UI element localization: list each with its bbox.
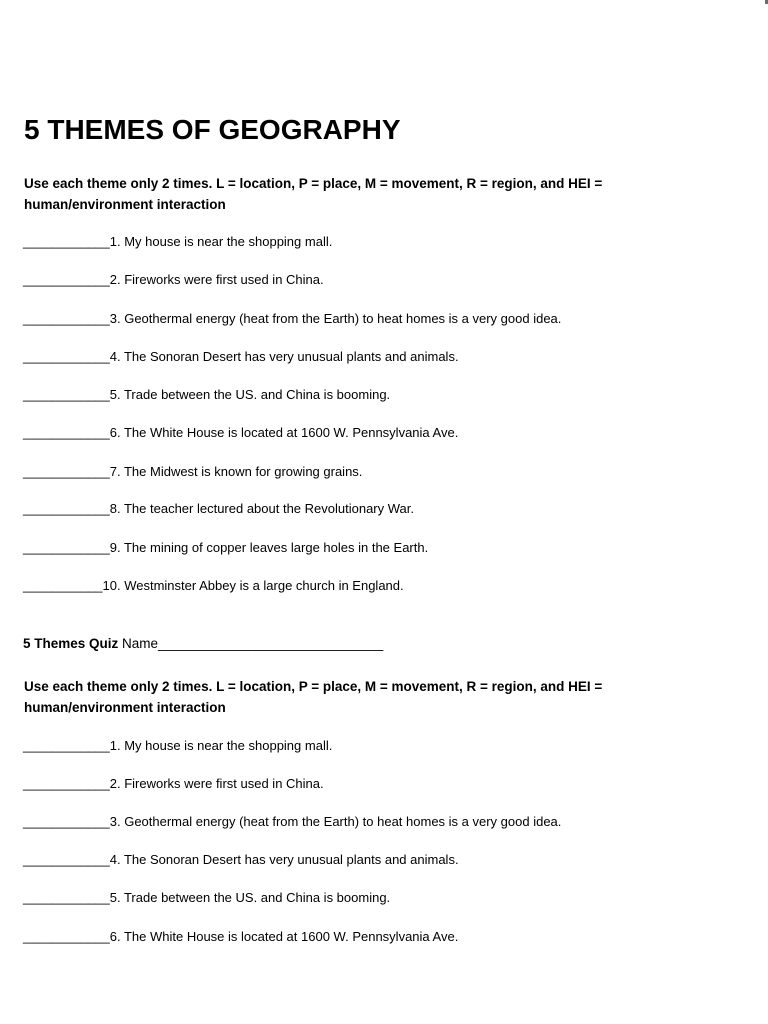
quiz-item-5: ____________5. Trade between the US. and China is booming. bbox=[23, 890, 391, 905]
quiz-name-field: Name______________________________ bbox=[122, 636, 384, 651]
question-item-9: ____________9. The mining of copper leaves large holes in the Earth. bbox=[23, 540, 429, 555]
quiz-item-2: ____________2. Fireworks were first used in China. bbox=[23, 776, 324, 791]
quiz-label: 5 Themes Quiz bbox=[23, 636, 119, 651]
question-item-2: ____________2. Fireworks were first used in China. bbox=[23, 272, 324, 287]
question-item-4: ____________4. The Sonoran Desert has very unusual plants and animals. bbox=[23, 349, 459, 364]
question-item-7: ____________7. The Midwest is known for growing grains. bbox=[23, 464, 363, 479]
page-title: 5 THEMES OF GEOGRAPHY bbox=[24, 114, 401, 145]
question-item-1: ____________1. My house is near the shopping mall. bbox=[23, 234, 333, 249]
quiz-item-1: ____________1. My house is near the shopping mall. bbox=[23, 738, 333, 753]
question-item-3: ____________3. Geothermal energy (heat from the Earth) to heat homes is a very good idea. bbox=[23, 311, 562, 326]
question-item-6: ____________6. The White House is located at 1600 W. Pennsylvania Ave. bbox=[23, 425, 459, 440]
instructions: Use each theme only 2 times. L = location, P = place, M = movement, R = region, and HEI = human/environment interaction bbox=[24, 176, 603, 212]
quiz-item-6: ____________6. The White House is located at 1600 W. Pennsylvania Ave. bbox=[23, 929, 459, 944]
quiz-header bbox=[23, 635, 383, 653]
quiz-item-3: ____________3. Geothermal energy (heat from the Earth) to heat homes is a very good idea. bbox=[23, 814, 562, 829]
quiz-instructions: Use each theme only 2 times. L = location, P = place, M = movement, R = region, and HEI = human/environment interaction bbox=[24, 679, 603, 715]
quiz-item-4: ____________4. The Sonoran Desert has very unusual plants and animals. bbox=[23, 852, 459, 867]
question-item-5: ____________5. Trade between the US. and China is booming. bbox=[23, 387, 391, 402]
question-item-8: ____________8. The teacher lectured about the Revolutionary War. bbox=[23, 501, 414, 516]
question-item-10: ___________10. Westminster Abbey is a large church in England. bbox=[23, 578, 404, 593]
